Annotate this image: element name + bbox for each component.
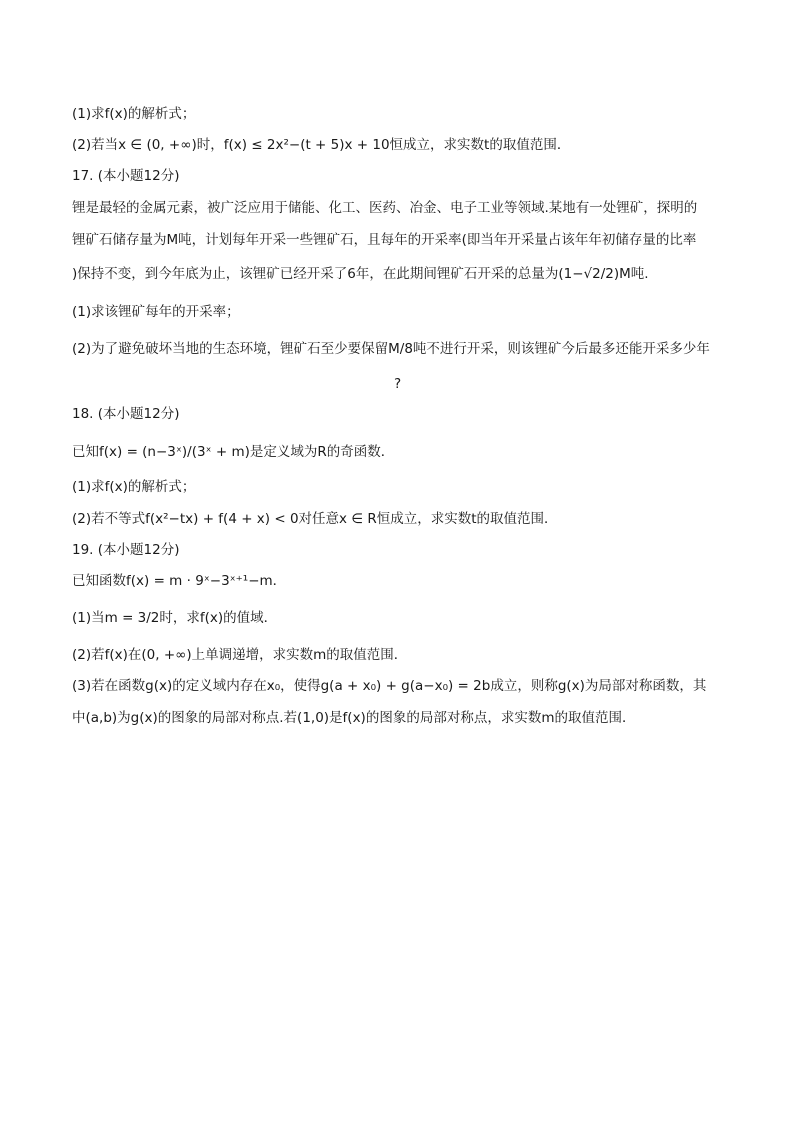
q19-header: 19. (本小题12分) xyxy=(72,542,180,558)
q19-part2: (2)若f(x)在(0, +∞)上单调递增，求实数m的取值范围． xyxy=(72,647,408,663)
q19-part3-line1: (3)若在函数g(x)的定义域内存在x₀，使得g(a + x₀) + g(a−x₀) = 2b成立，则称g(x)为局部对称函数，其 xyxy=(72,678,707,694)
q17-text-line2: 锂矿石储存量为M吨，计划每年开采一些锂矿石，且每年的开采率(即当年开采量占该年年初储存量的比率 xyxy=(72,232,697,248)
q18-part2: (2)若不等式f(x²−tx) + f(4 + x) < 0对任意x ∈ R恒成立，求实数t的取值范围． xyxy=(72,511,558,527)
q19-part3-line2: 中(a,b)为g(x)的图象的局部对称点.若(1,0)是f(x)的图象的局部对称点，求实数m的取值范围． xyxy=(72,710,636,726)
q17-part1: (1)求该锂矿每年的开采率； xyxy=(72,304,240,320)
q18-header: 18. (本小题12分) xyxy=(72,406,180,422)
q18-part1: (1)求f(x)的解析式； xyxy=(72,479,196,495)
q17-text-line3: )保持不变，到今年底为止，该锂矿已经开采了6年，在此期间锂矿石开采的总量为(1−√2/2)M吨. xyxy=(72,266,649,282)
q19-part1: (1)当m = 3/2时，求f(x)的值域． xyxy=(72,610,278,626)
q17-text-line1: 锂是最轻的金属元素，被广泛应用于储能、化工、医药、冶金、电子工业等领域.某地有一处锂矿，探明的 xyxy=(72,200,698,216)
q17-part2-continuation: ? xyxy=(394,376,402,392)
q17-part2: (2)为了避免破坏当地的生态环境，锂矿石至少要保留M/8吨不进行开采，则该锂矿今后最多还能开采多少年 xyxy=(72,341,710,357)
q16-part2: (2)若当x ∈ (0, +∞)时，f(x) ≤ 2x²−(t + 5)x + 10恒成立，求实数t的取值范围． xyxy=(72,137,571,153)
q18-text: 已知f(x) = (n−3ˣ)/(3ˣ + m)是定义域为R的奇函数． xyxy=(72,444,395,460)
q16-part1: (1)求f(x)的解析式； xyxy=(72,106,196,122)
q17-header: 17. (本小题12分) xyxy=(72,168,180,184)
q19-text: 已知函数f(x) = m · 9ˣ−3ˣ⁺¹−m． xyxy=(72,573,287,589)
